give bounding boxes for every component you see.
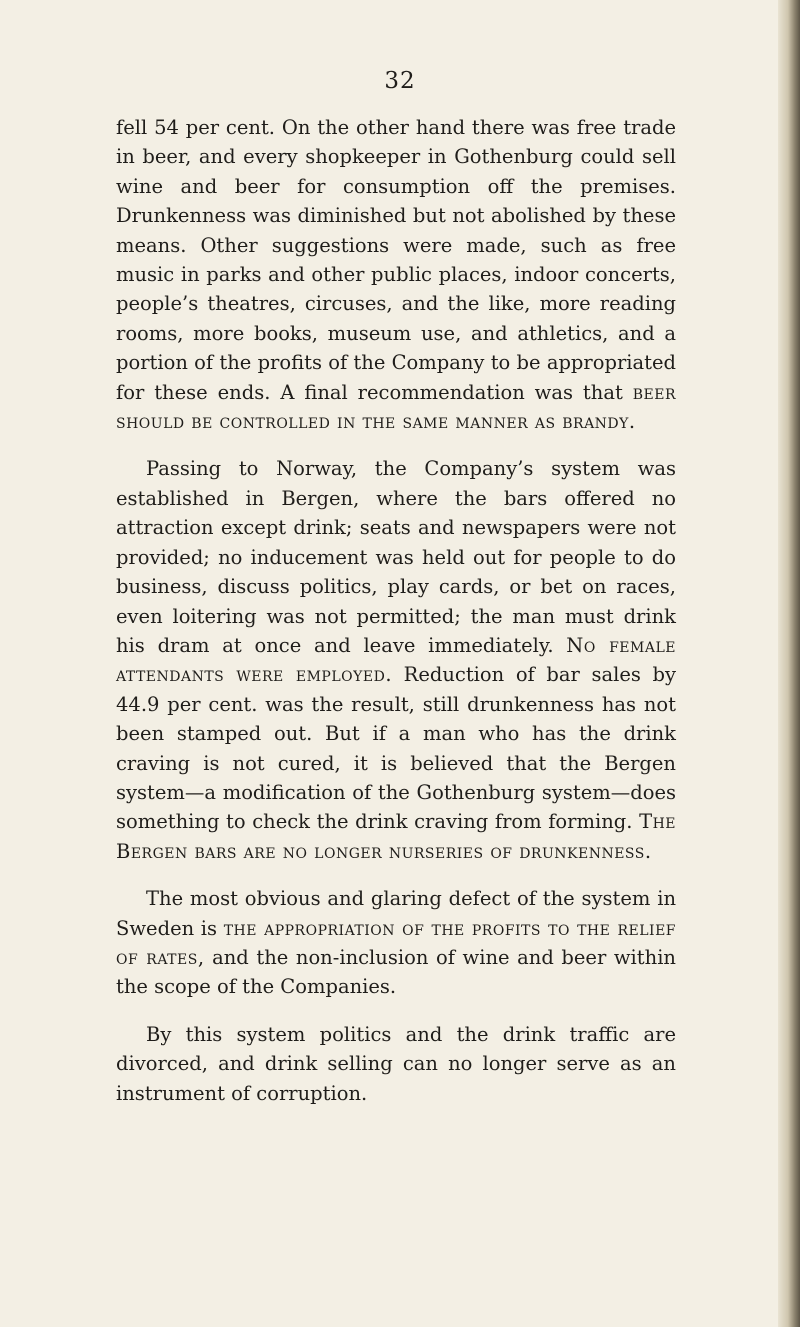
paragraph-1-emphasis: beer should be controlled in the same manner as brandy. (116, 380, 676, 434)
paragraph-2-emphasis-1: No female attendants were employed. (116, 633, 676, 687)
paragraph-4-text: By this system politics and the drink traffic are divorced, and drink selling can no longer serve as an instrument of corruption. (116, 1022, 676, 1105)
paragraph-2-text-2: Reduction of bar sales by 44.9 per cent. was the result, still drunkenness has not been stamped out. But if a man who has the drink craving is not cured, it is believed that the Bergen system—a modification of the Gothenburg system—does something to check the drink craving from forming. (116, 663, 676, 834)
paragraph-1 (116, 113, 676, 436)
paragraph-2-text: Passing to Norway, the Company’s system was established in Bergen, where the bars offered no attraction except drink; seats and newspapers were not provided; no inducement was held out for people to do business, discuss politics, play cards, or bet on races, even loitering was not permitted; the man must drink his dram at once and leave immediately. (116, 457, 676, 657)
paragraph-3 (116, 884, 676, 1002)
page-edge-shadow (778, 0, 800, 1327)
paragraph-4 (116, 1020, 676, 1108)
paragraph-2-emphasis-2: The Bergen bars are no longer nurseries of drunkenness. (116, 810, 676, 863)
paragraph-2 (116, 454, 676, 866)
page-number: 32 (384, 68, 416, 94)
paragraph-1-text: fell 54 per cent. On the other hand there was free trade in beer, and every shopkeeper in Gothenburg could sell wine and beer for consumption off the premises. Drunkenness was diminished but not abolished by these means. Other suggestions were made, such as free music in parks and other public places, indoor concerts, people’s theatres, circuses, and the like, more reading rooms, more books, museum use, and athletics, and a portion of the profits of the Company to be appropriated for these ends. A final recommendation was that (116, 116, 676, 404)
page-body (116, 113, 676, 1108)
paragraph-3-emphasis: the appropriation of the profits to the relief of rates, (116, 916, 677, 969)
paragraph-3-text-2: and the non-inclusion of wine and beer within the scope of the Companies. (116, 945, 676, 999)
paragraph-3-text: The most obvious and glaring defect of the system in Sweden is (116, 887, 676, 940)
